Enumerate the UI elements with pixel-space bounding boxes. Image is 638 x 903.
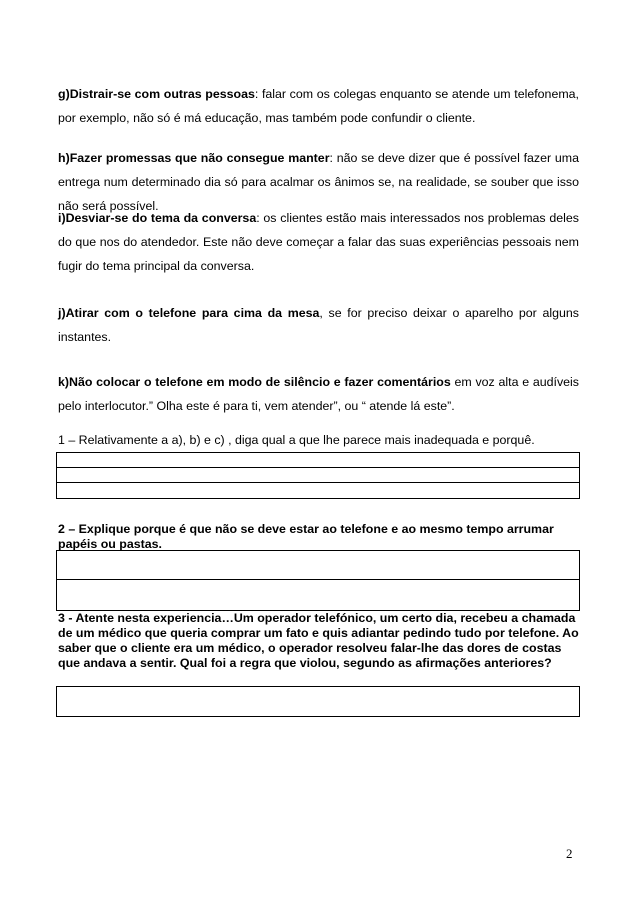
item-g <box>58 82 579 130</box>
item-i-title: i)Desviar-se do tema da conversa <box>58 211 257 225</box>
item-j-text: , se for preciso deixar o aparelho por alguns instantes. <box>58 306 579 344</box>
answer-line[interactable] <box>57 483 579 498</box>
question-1: 1 – Relativamente a a), b) e c) , diga qual a que lhe parece mais inadequada e porquê. <box>58 433 535 447</box>
answer-line[interactable] <box>57 551 579 580</box>
item-h-text: : não se deve dizer que é possível fazer uma entrega num determinado dia só para acalmar os ânimos se, na realidade, se souber que isso não será possível. <box>58 151 579 213</box>
item-j-title: j)Atirar com o telefone para cima da mesa <box>58 306 320 320</box>
item-g-title: g)Distrair-se com outras pessoas <box>58 87 255 101</box>
item-h-title: h)Fazer promessas que não consegue manter <box>58 151 330 165</box>
item-j <box>58 301 579 349</box>
answer-line[interactable] <box>57 468 579 483</box>
question-2: 2 – Explique porque é que não se deve estar ao telefone e ao mesmo tempo arrumar papéis ou pastas. <box>58 522 554 551</box>
item-i <box>58 206 579 278</box>
answer-line[interactable] <box>57 453 579 468</box>
item-k <box>58 370 579 418</box>
item-k-text: em voz alta e audíveis pelo interlocutor.” Olha este é para ti, vem atender”, ou “ atende lá este”. <box>58 375 579 413</box>
item-i-text: : os clientes estão mais interessados nos problemas deles do que nos do atendedor. Este não deve começar a falar das suas experiências pessoais nem fugir do tema principal da conversa. <box>58 211 579 273</box>
answer-box-2[interactable] <box>56 550 580 611</box>
item-k-title: k)Não colocar o telefone em modo de silêncio e fazer comentários <box>58 375 451 389</box>
page-number: 2 <box>566 846 573 861</box>
question-3: 3 - Atente nesta experiencia…Um operador telefónico, um certo dia, recebeu a chamada de um médico que queria comprar um fato e quis adiantar pedindo tudo por telefone. Ao saber que o cliente era um médico, o operador resolveu falar-lhe das dores de costas que andava a sentir. Qual foi a regra que violou, segundo as afirmações anteriores? <box>58 611 579 670</box>
answer-box-3[interactable] <box>56 686 580 717</box>
answer-line[interactable] <box>57 687 579 716</box>
answer-box-1[interactable] <box>56 452 580 499</box>
answer-line[interactable] <box>57 580 579 610</box>
item-g-text: : falar com os colegas enquanto se atende um telefonema, por exemplo, não só é má educação, mas também pode confundir o cliente. <box>58 87 579 125</box>
